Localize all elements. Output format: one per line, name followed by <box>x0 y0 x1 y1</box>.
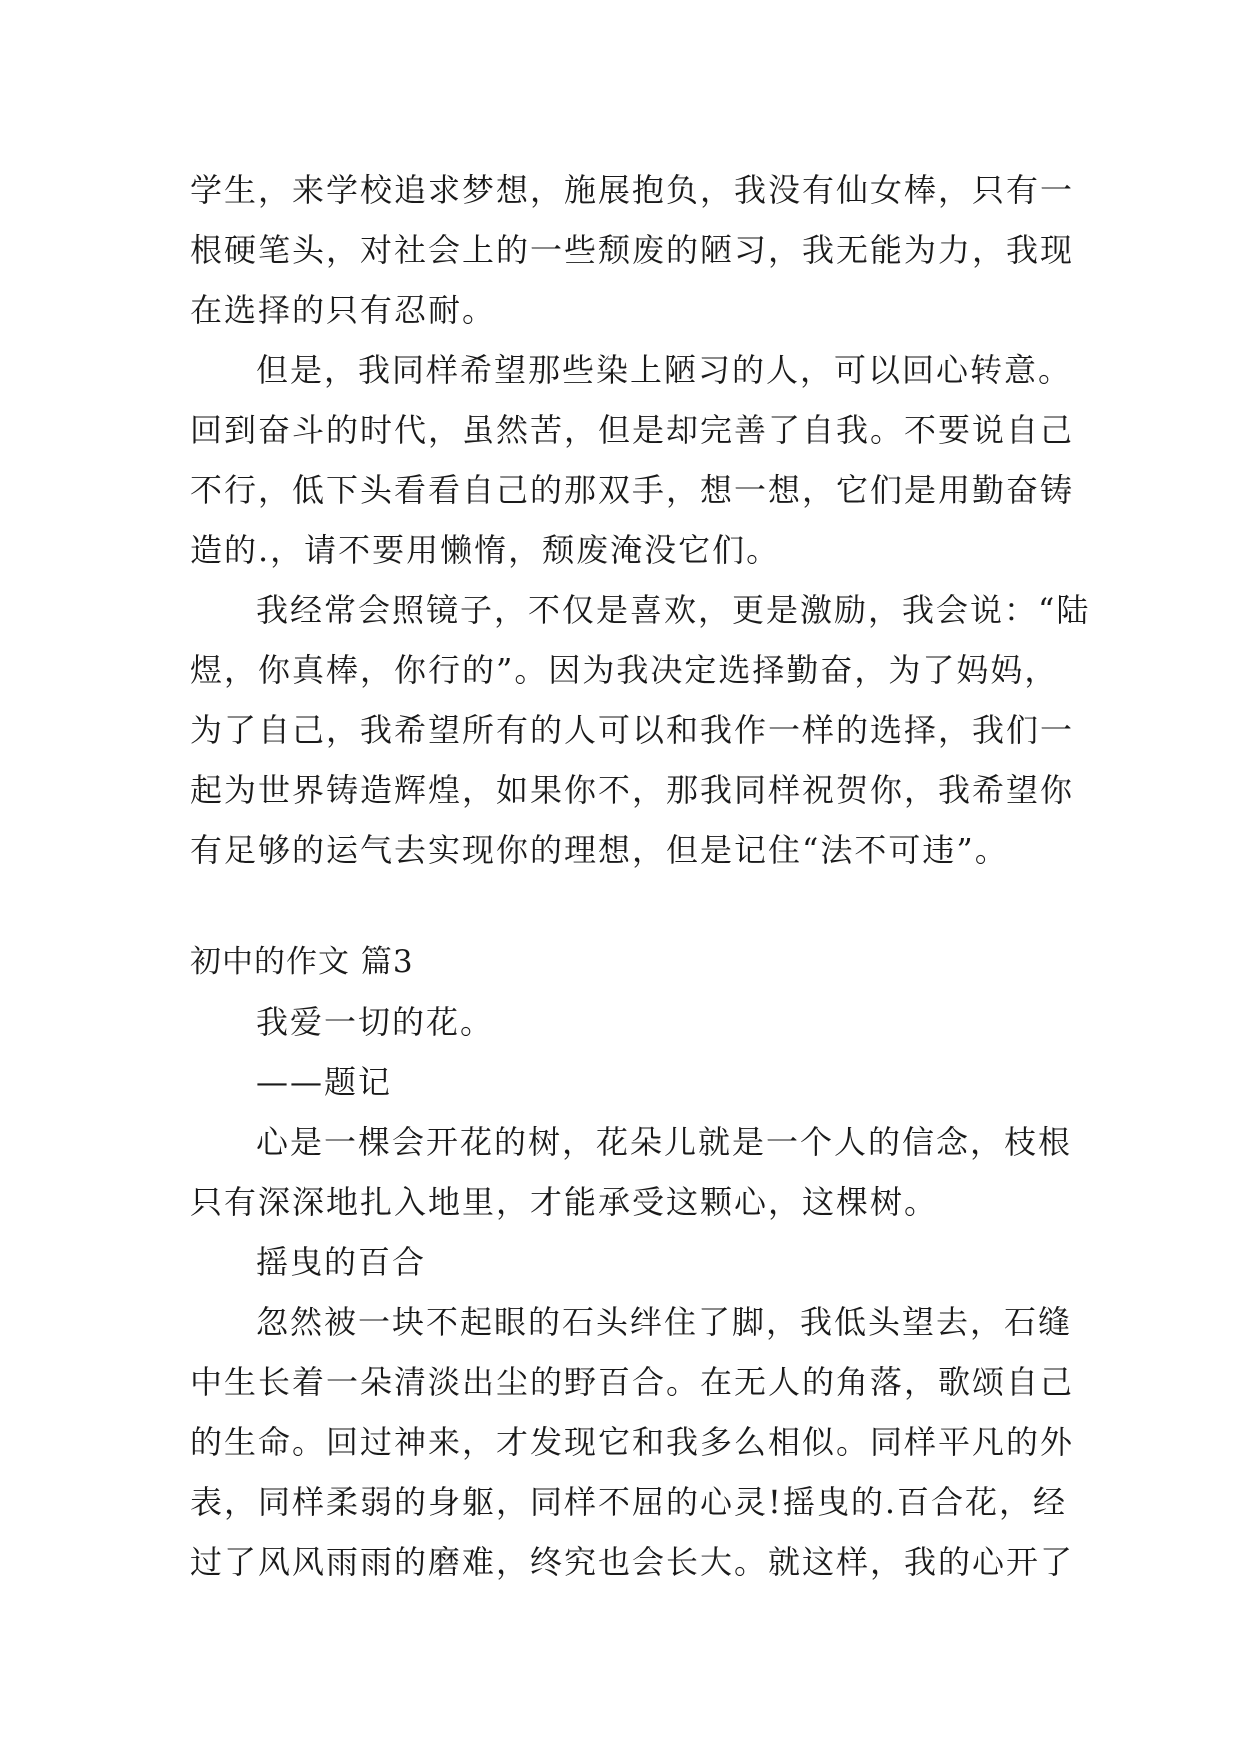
text-line: 忽然被一块不起眼的石头绊住了脚，我低头望去，石缝 <box>256 1303 1073 1341</box>
text-line: 表，同样柔弱的身躯，同样不屈的心灵!摇曳的.百合花，经 <box>190 1483 1068 1521</box>
text-line: 造的.，请不要用懒惰，颓废淹没它们。 <box>190 531 781 569</box>
subheading-lily <box>190 1232 1070 1292</box>
section-heading: 初中的作文 篇3 <box>190 944 414 980</box>
paragraph-2 <box>190 340 1075 580</box>
text-line: 的生命。回过神来，才发现它和我多么相似。同样平凡的外 <box>190 1423 1075 1461</box>
text-line: 根硬笔头，对社会上的一些颓废的陋习，我无能为力，我现 <box>190 231 1075 269</box>
text-line: 为了自己，我希望所有的人可以和我作一样的选择，我们一 <box>190 711 1075 749</box>
text-line: 煜，你真棒，你行的”。因为我决定选择勤奋，为了妈妈， <box>190 651 1059 689</box>
text-line: 学生，来学校追求梦想，施展抱负，我没有仙女棒，只有一 <box>190 171 1075 209</box>
text-line: 回到奋斗的时代，虽然苦，但是却完善了自我。不要说自己 <box>190 411 1075 449</box>
paragraph-epigraph <box>190 992 1070 1052</box>
text-line: 中生长着一朵清淡出尘的野百合。在无人的角落，歌颂自己 <box>190 1363 1075 1401</box>
text-line: 我爱一切的花。 <box>256 1003 495 1041</box>
text-line: 有足够的运气去实现你的理想，但是记住“法不可违”。 <box>190 831 1009 869</box>
text-line: 只有深深地扎入地里，才能承受这颗心，这棵树。 <box>190 1183 939 1221</box>
text-line: 我经常会照镜子，不仅是喜欢，更是激励，我会说：“陆 <box>256 591 1091 629</box>
paragraph-epigraph-credit <box>190 1052 1070 1112</box>
text-line: 起为世界铸造辉煌，如果你不，那我同样祝贺你，我希望你 <box>190 771 1075 809</box>
paragraph-5 <box>190 1292 1075 1592</box>
paragraph-1 <box>190 160 1075 340</box>
text-line: ——题记 <box>256 1063 393 1101</box>
text-line: 但是，我同样希望那些染上陋习的人，可以回心转意。 <box>256 351 1073 389</box>
text-line: 过了风风雨雨的磨难，终究也会长大。就这样，我的心开了 <box>190 1543 1075 1581</box>
text-line: 不行，低下头看看自己的那双手，想一想，它们是用勤奋铸 <box>190 471 1075 509</box>
text-line: 心是一棵会开花的树，花朵儿就是一个人的信念，枝根 <box>256 1123 1073 1161</box>
document-page <box>190 160 1091 1592</box>
paragraph-4 <box>190 1112 1073 1232</box>
paragraph-3 <box>190 580 1091 880</box>
section-gap <box>190 880 1070 932</box>
text-line: 在选择的只有忍耐。 <box>190 291 497 329</box>
text-line: 摇曳的百合 <box>256 1243 427 1281</box>
